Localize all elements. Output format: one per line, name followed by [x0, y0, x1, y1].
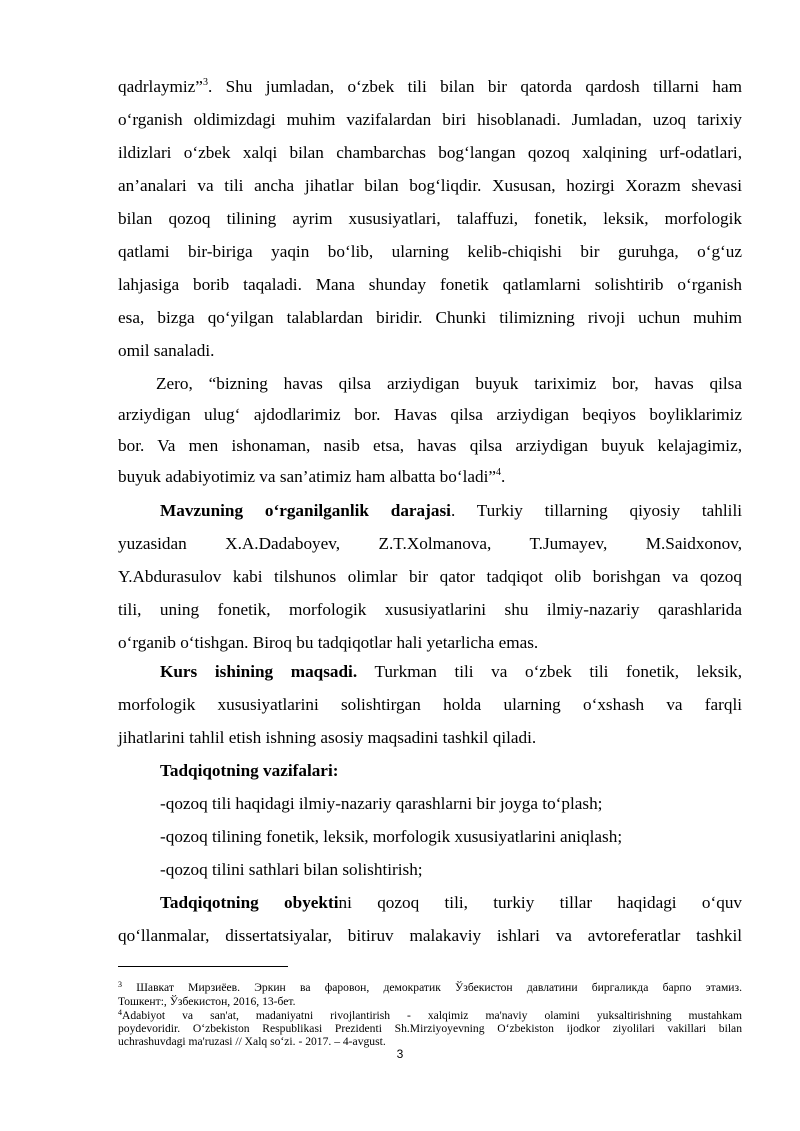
text-span: Adabiyot va san'at, madaniyatni rivojlantirish - xalqimiz ma'naviy olamini yuksaltirishning mustahkam [122, 1009, 742, 1022]
text-line: morfologik xususiyatlarini solishtirgan holda ularning o‘xshash va farqli [118, 695, 742, 714]
footnote-ref-4[interactable]: 4 [496, 467, 501, 478]
footnote-3-line-2: Тошкент:, Ўзбекистон, 2016, 13-бет. [118, 995, 296, 1008]
section-heading: Kurs ishining maqsadi. [160, 662, 358, 681]
footnote-4-line-3: uchrashuvdagi ma'ruzasi // Xalq so‘zi. - 2017. – 4-avgust. [118, 1035, 386, 1048]
text-line: qo‘llanmalar, dissertatsiyalar, bitiruv malakaviy ishlari va avtoreferatlar tashkil [118, 926, 742, 945]
footnote-mark: 3 [118, 980, 122, 989]
text-span: qadrlaymiz” [118, 77, 203, 96]
text-span: . [501, 467, 506, 486]
text-line: jihatlarini tahlil etish ishning asosiy maqsadini tashkil qiladi. [118, 728, 537, 747]
footnote-separator [118, 966, 288, 967]
text-span: ni qozoq tili, turkiy tillar haqidagi o‘quv [338, 893, 743, 912]
text-span: Turkman tili va o‘zbek tili fonetik, leksik, [357, 662, 742, 681]
text-span: . Turkiy tillarning qiyosiy tahlili [450, 501, 742, 520]
text-line: Zero, “bizning havas qilsa arziydigan buyuk tariximiz bor, havas qilsa [156, 374, 742, 393]
list-item: -qozoq tilini sathlari bilan solishtirish; [160, 860, 423, 879]
page-number: 3 [396, 1047, 404, 1061]
text-span: Шавкат Мирзиёев. Эркин ва фаровон, демократик Ўзбекистон давлатини биргаликда барпо этамиз. [122, 981, 742, 994]
footnote-4 [118, 1009, 742, 1023]
footnote-4-line-2: poydevoridir. O‘zbekiston Respublikasi Prezidenti Sh.Mirziyoyevning O‘zbekiston ijodkor ziyolilari vakillari bilan [118, 1022, 742, 1035]
text-line: an’analari va tili ancha jihatlar bilan bog‘liqdir. Xususan, hozirgi Xorazm shevasi [118, 176, 742, 195]
text-line: esa, bizga qo‘yilgan talablardan biridir. Chunki tilimizning rivoji uchun muhim [118, 308, 742, 327]
footnote-3 [118, 981, 742, 995]
section-heading: Mavzuning o‘rganilganlik darajasi [160, 501, 451, 520]
text-line [118, 460, 742, 493]
list-item: -qozoq tili haqidagi ilmiy-nazariy qarashlarni bir joyga to‘plash; [160, 794, 603, 813]
text-line: yuzasidan X.A.Dadaboyev, Z.T.Xolmanova, T.Jumayev, M.Saidxonov, [118, 534, 742, 553]
text-span: . Shu jumladan, o‘zbek tili bilan bir qatorda qardosh tillarni ham [207, 77, 742, 96]
list-item: -qozoq tilining fonetik, leksik, morfologik xususiyatlarini aniqlash; [160, 827, 623, 846]
text-line [160, 494, 742, 527]
footnote-mark: 4 [118, 1008, 122, 1017]
text-line: lahjasiga borib taqaladi. Mana shunday fonetik qatlamlarni solishtirib o‘rganish [118, 275, 742, 294]
text-line: qatlami bir-biriga yaqin bo‘lib, ularning kelib-chiqishi bir guruhga, o‘g‘uz [118, 242, 742, 261]
footnote-ref-3[interactable]: 3 [202, 77, 208, 88]
section-heading: Tadqiqotning vazifalari: [160, 761, 339, 780]
text-line: o‘rganib o‘tishgan. Biroq bu tadqiqotlar hali yetarlicha emas. [118, 633, 539, 652]
text-line: arziydigan ulug‘ ajdodlarimiz bor. Havas qilsa arziydigan beqiyos boyliklarimiz [118, 405, 742, 424]
text-line: o‘rganish oldimizdagi muhim vazifalardan biri hisoblanadi. Jumladan, uzoq tarixiy [118, 110, 742, 129]
text-line: bor. Va men ishonaman, nasib etsa, havas qilsa arziydigan buyuk kelajagimiz, [118, 436, 742, 455]
text-line [160, 655, 742, 688]
text-line: Y.Abdurasulov kabi tilshunos olimlar bir qator tadqiqot olib borishgan va qozoq [118, 567, 742, 586]
text-line [118, 70, 742, 103]
text-line [160, 886, 742, 919]
section-heading: Tadqiqotning obyekti [160, 893, 339, 912]
text-span: buyuk adabiyotimiz va san’atimiz ham albatta bo‘ladi” [118, 467, 496, 486]
text-line: ildizlari o‘zbek xalqi bilan chambarchas bog‘langan qozoq xalqining urf-odatlari, [118, 143, 742, 162]
text-line: bilan qozoq tilining ayrim xususiyatlari, talaffuzi, fonetik, leksik, morfologik [118, 209, 742, 228]
text-line: omil sanaladi. [118, 341, 215, 360]
text-line: tili, uning fonetik, morfologik xususiyatlarini shu ilmiy-nazariy qarashlarida [118, 600, 742, 619]
